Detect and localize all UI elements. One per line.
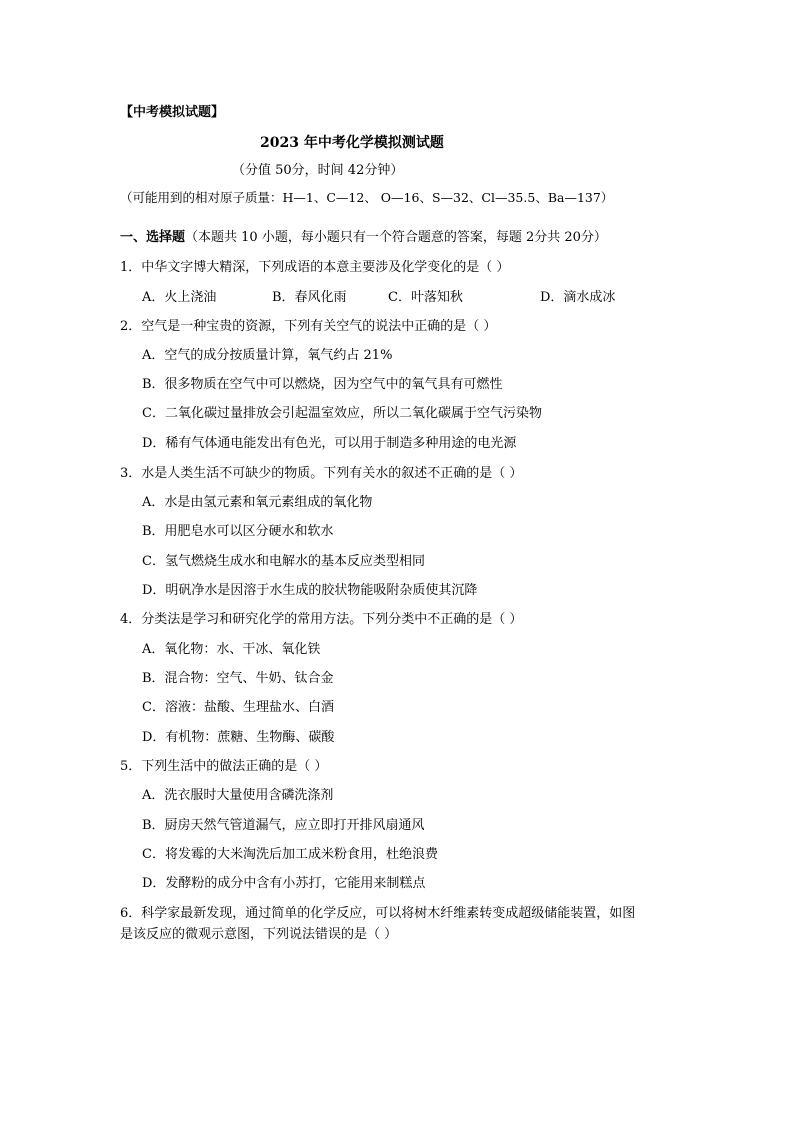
section-header bbox=[120, 229, 607, 247]
question-4-option-a: A．氧化物：水、干冰、氧化铁 bbox=[142, 642, 321, 657]
question-1-option-c: C．叶落知秋 bbox=[388, 290, 463, 305]
question-1-stem: 1．中华文字博大精深，下列成语的本意主要涉及化学变化的是（ ） bbox=[120, 260, 510, 275]
question-4-option-d: D．有机物：蔗糖、生物酶、碳酸 bbox=[142, 730, 335, 745]
question-2-option-c: C．二氧化碳过量排放会引起温室效应，所以二氧化碳属于空气污染物 bbox=[142, 406, 542, 421]
section-note: （本题共 10 小题，每小题只有一个符合题意的答案，每题 2分共 20分） bbox=[185, 230, 607, 245]
question-5-option-d: D．发酵粉的成分中含有小苏打，它能用来制糕点 bbox=[142, 876, 426, 891]
question-4-stem: 4．分类法是学习和研究化学的常用方法。下列分类中不正确的是（ ） bbox=[120, 612, 523, 627]
question-3-option-d: D．明矾净水是因溶于水生成的胶状物能吸附杂质使其沉降 bbox=[142, 583, 478, 598]
question-1-option-b: B．春风化雨 bbox=[272, 290, 347, 305]
question-2-option-b: B．很多物质在空气中可以燃烧，因为空气中的氧气具有可燃性 bbox=[142, 377, 503, 392]
question-5-option-c: C．将发霉的大米淘洗后加工成米粉食用，杜绝浪费 bbox=[142, 847, 438, 862]
question-5-option-a: A．洗衣服时大量使用含磷洗涤剂 bbox=[142, 788, 334, 803]
question-3-option-b: B．用肥皂水可以区分硬水和软水 bbox=[142, 524, 334, 539]
question-5-option-b: B．厨房天然气管道漏气，应立即打开排风扇通风 bbox=[142, 818, 425, 833]
header-tag: 【中考模拟试题】 bbox=[120, 105, 225, 120]
question-2-stem: 2．空气是一种宝贵的资源，下列有关空气的说法中正确的是（ ） bbox=[120, 319, 497, 334]
question-3-stem: 3．水是人类生活不可缺少的物质。下列有关水的叙述不正确的是（ ） bbox=[120, 466, 523, 481]
question-4-option-b: B．混合物：空气、牛奶、钛合金 bbox=[142, 671, 334, 686]
question-6-stem-line-1: 6．科学家最新发现，通过简单的化学反应，可以将树木纤维素转变成超级储能装置，如图 bbox=[120, 906, 636, 921]
question-6-stem-line-2: 是该反应的微观示意图，下列说法错误的是（ ） bbox=[120, 927, 398, 942]
question-2-option-d: D．稀有气体通电能发出有色光，可以用于制造多种用途的电光源 bbox=[142, 436, 517, 451]
question-3-option-a: A．水是由氢元素和氧元素组成的氧化物 bbox=[142, 495, 373, 510]
question-5-stem: 5．下列生活中的做法正确的是（ ） bbox=[120, 759, 328, 774]
section-heading: 一、选择题 bbox=[120, 230, 186, 245]
question-1-option-a: A．火上浇油 bbox=[142, 290, 217, 305]
exam-title: 2023 年中考化学模拟测试题 bbox=[260, 135, 444, 151]
question-1-option-d: D．滴水成冰 bbox=[540, 290, 616, 305]
question-4-option-c: C．溶液：盐酸、生理盐水、白酒 bbox=[142, 700, 334, 715]
atomic-masses: （可能用到的相对原子质量：H—1、C—12、 O—16、S—32、Cl—35.5、Ba—137） bbox=[120, 190, 614, 205]
exam-subtitle: （分值 50分，时间 42分钟） bbox=[232, 163, 404, 178]
question-2-option-a: A．空气的成分按质量计算，氧气约占 21% bbox=[142, 348, 393, 363]
question-3-option-c: C．氢气燃烧生成水和电解水的基本反应类型相同 bbox=[142, 554, 425, 569]
